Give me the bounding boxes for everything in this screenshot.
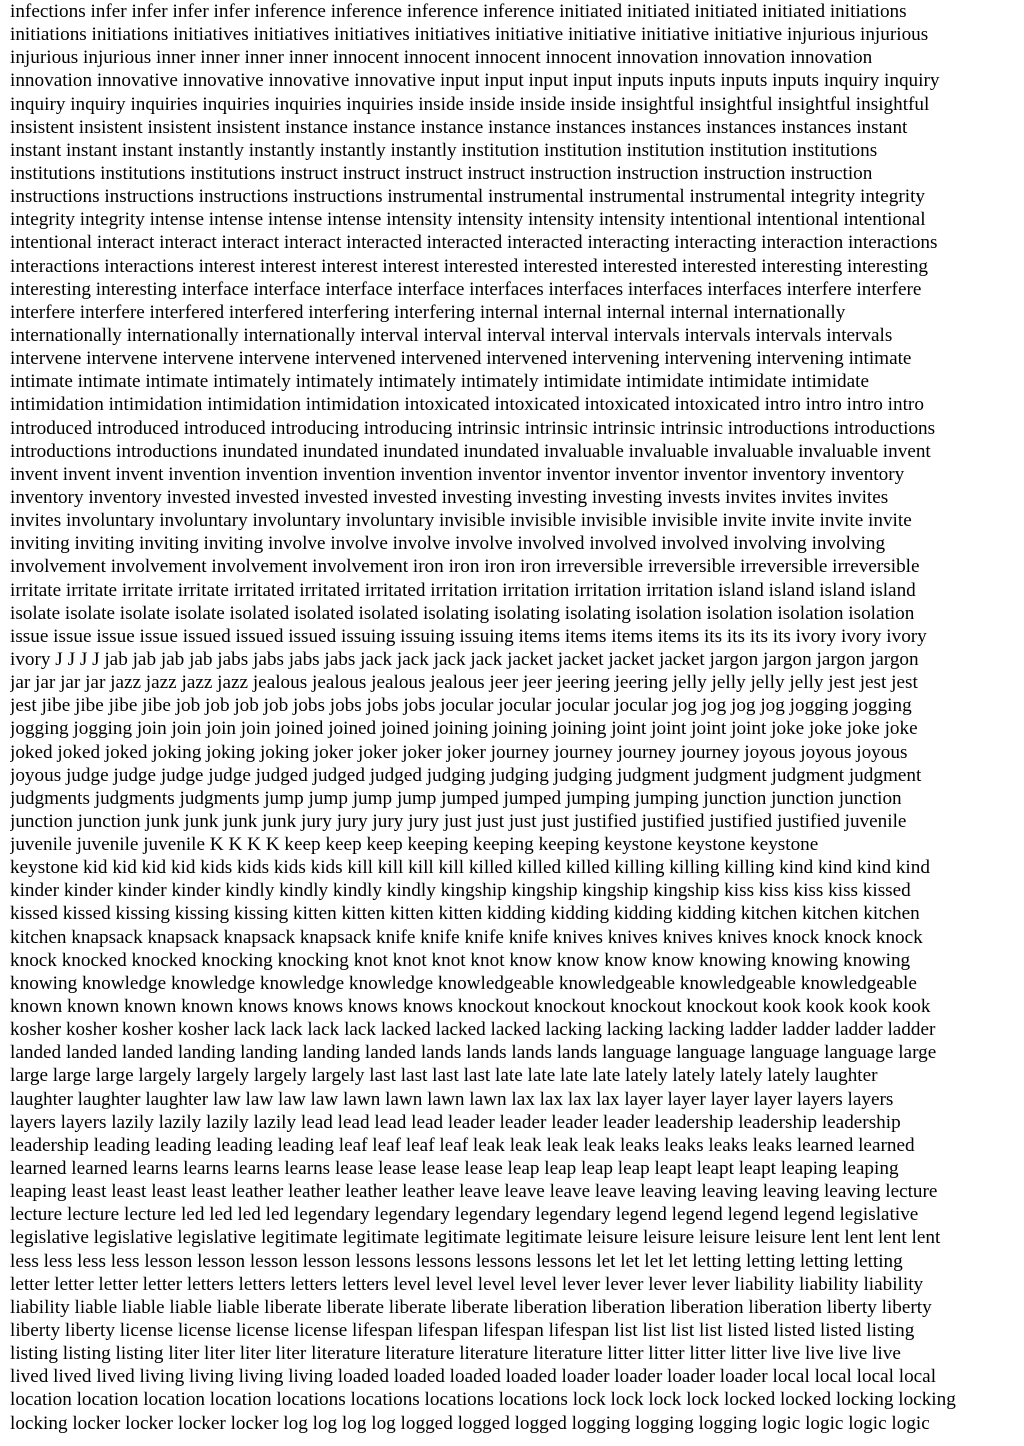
text-line: intimate intimate intimate intimately intimately intimately intimately intimidate intimidate intimidate intimidate xyxy=(10,371,869,393)
text-line: introductions introductions inundated inundated inundated inundated invaluable invaluable invaluable invaluable invent xyxy=(10,440,931,462)
text-line: letter letter letter letter letters letters letters letters level level level level lever lever lever lever liability liability liability xyxy=(10,1273,924,1295)
text-line: leadership leading leading leading leading leaf leaf leaf leaf leak leak leak leak leaks leaks leaks leaks learned learned xyxy=(10,1134,915,1156)
text-line: interfere interfere interfered interfered interfering interfering internal internal internal internal internationally xyxy=(10,301,846,323)
text-line: layers layers lazily lazily lazily lazily lead lead lead lead leader leader leader leader leadership leadership leadership xyxy=(10,1111,901,1133)
document-page xyxy=(10,0,1016,1435)
text-line: laughter laughter laughter law law law law lawn lawn lawn lawn lax lax lax lax layer layer layer layer layers layers xyxy=(10,1088,894,1110)
text-line: lived lived lived living living living living loaded loaded loaded loaded loader loader loader loader local local local local xyxy=(10,1366,937,1388)
text-line: kosher kosher kosher kosher lack lack lack lack lacked lacked lacked lacking lacking lacking ladder ladder ladder ladder xyxy=(10,1019,936,1041)
text-line: liability liable liable liable liable liberate liberate liberate liberate liberation liberation liberation liberation liberty liberty xyxy=(10,1296,932,1318)
text-line: institutions institutions institutions instruct instruct instruct instruct instruction instruction instruction instruction xyxy=(10,162,873,184)
text-line: infections infer infer infer infer inference inference inference inference initiated initiated initiated initiated initiations xyxy=(10,1,907,22)
text-line: jest jibe jibe jibe jibe job job job job jobs jobs jobs jobs jocular jocular jocular jocular jog jog jog jog jogging jogging xyxy=(10,695,912,717)
text-line: inviting inviting inviting inviting involve involve involve involve involved involved involved involving involving xyxy=(10,533,886,555)
text-line: irritate irritate irritate irritate irritated irritated irritated irritation irritation irritation irritation island island island island xyxy=(10,579,916,601)
text-line: instructions instructions instructions instructions instrumental instrumental instrumental instrumental integrity integrity xyxy=(10,186,926,208)
text-line: joked joked joked joking joking joking joker joker joker joker journey journey journey journey joyous joyous joyous xyxy=(10,741,908,763)
text-line: liberty liberty license license license license lifespan lifespan lifespan lifespan list list list list listed listed listed listing xyxy=(10,1320,915,1342)
text-line: location location location location locations locations locations locations lock lock lock lock locked locked locking locking xyxy=(10,1389,956,1411)
text-line: instant instant instant instantly instantly instantly instantly institution institution institution institution institutions xyxy=(10,139,878,161)
text-line: invent invent invent invention invention invention invention inventor inventor inventor inventor inventory inventory xyxy=(10,463,905,485)
text-line: internationally internationally internationally interval interval interval interval intervals intervals intervals intervals xyxy=(10,324,893,346)
text-line: listing listing listing liter liter liter liter literature literature literature literature litter litter litter litter live live live live xyxy=(10,1343,901,1365)
text-line: integrity integrity intense intense intense intense intensity intensity intensity intensity intentional intentional intentional xyxy=(10,209,926,231)
text-line: intimidation intimidation intimidation intimidation intoxicated intoxicated intoxicated intoxicated intro intro intro intro xyxy=(10,394,924,416)
text-line: invites involuntary involuntary involuntary involuntary invisible invisible invisible invisible invite invite invite invite xyxy=(10,510,912,532)
text-line: kissed kissed kissing kissing kissing kitten kitten kitten kitten kidding kidding kidding kidding kitchen kitchen kitchen xyxy=(10,903,920,925)
text-line: knowing knowledge knowledge knowledge knowledge knowledgeable knowledgeable knowledgeable knowledgeable xyxy=(10,972,917,994)
text-line: keystone kid kid kid kid kids kids kids kids kill kill kill kill killed killed killed killing killing killing kind kind kind kind xyxy=(10,857,930,879)
text-line: issue issue issue issue issued issued issued issuing issuing issuing items items items items its its its its ivory ivory ivory xyxy=(10,625,927,647)
text-line: inventory inventory invested invested invested invested investing investing investing invests invites invites invites xyxy=(10,486,889,508)
text-line: learned learned learns learns learns learns lease lease lease lease leap leap leap leap leapt leapt leapt leaping leaping xyxy=(10,1158,899,1180)
text-line: injurious injurious inner inner inner inner innocent innocent innocent innocent innovation innovation innovation xyxy=(10,47,873,69)
text-line: locking locker locker locker locker log log log log logged logged logged logging logging logging logic logic logic logic xyxy=(10,1412,930,1434)
text-line: introduced introduced introduced introducing introducing intrinsic intrinsic intrinsic intrinsic introductions introductions xyxy=(10,417,936,439)
text-line: interactions interactions interest interest interest interest interested interested interested interested interesting interesting xyxy=(10,255,929,277)
text-line: landed landed landed landing landing landing landed lands lands lands lands language language language language large xyxy=(10,1042,937,1064)
text-line: insistent insistent insistent insistent instance instance instance instance instances instances instances instances instant xyxy=(10,116,908,138)
text-line: junction junction junk junk junk junk jury jury jury jury just just just just justified justified justified justified juvenile xyxy=(10,810,907,832)
text-line: intervene intervene intervene intervene intervened intervened intervened intervening intervening intervening intimate xyxy=(10,348,912,370)
text-line: ivory J J J J jab jab jab jab jabs jabs jabs jabs jack jack jack jack jacket jacket jacket jacket jargon jargon jargon jargon xyxy=(10,648,919,670)
text-line: judgments judgments judgments jump jump jump jump jumped jumped jumping jumping junction junction junction xyxy=(10,787,902,809)
text-line: juvenile juvenile juvenile K K K K keep keep keep keeping keeping keeping keystone keystone keystone xyxy=(10,834,819,856)
text-line: initiations initiations initiatives initiatives initiatives initiatives initiative initiative initiative initiative injurious injurious xyxy=(10,24,929,46)
text-line: lecture lecture lecture led led led led legendary legendary legendary legendary legend legend legend legend legislative xyxy=(10,1204,919,1226)
text-line: jar jar jar jar jazz jazz jazz jazz jealous jealous jealous jealous jeer jeer jeering jeering jelly jelly jelly jelly jest jest jest xyxy=(10,672,918,694)
text-line: interesting interesting interface interface interface interface interfaces interfaces interfaces interfaces interfere interfere xyxy=(10,278,922,300)
text-line: jogging jogging join join join join joined joined joined joining joining joining joint joint joint joint joke joke joke joke xyxy=(10,718,918,740)
text-line: intentional interact interact interact interact interacted interacted interacted interacting interacting interaction interactions xyxy=(10,232,938,254)
text-line: innovation innovative innovative innovative innovative input input input input inputs inputs inputs inputs inquiry inquiry xyxy=(10,70,940,92)
text-line: known known known known knows knows knows knows knockout knockout knockout knockout kook kook kook kook xyxy=(10,996,931,1018)
text-line: inquiry inquiry inquiries inquiries inquiries inquiries inside inside inside inside insightful insightful insightful insightful xyxy=(10,93,930,115)
text-line: kitchen knapsack knapsack knapsack knapsack knife knife knife knife knives knives knives knives knock knock knock xyxy=(10,926,923,948)
text-line: joyous judge judge judge judge judged judged judged judging judging judging judgment judgment judgment judgment xyxy=(10,764,922,786)
text-line: legislative legislative legislative legitimate legitimate legitimate legitimate leisure leisure leisure leisure lent lent lent lent xyxy=(10,1227,941,1249)
text-line: kinder kinder kinder kinder kindly kindly kindly kindly kingship kingship kingship kingship kiss kiss kiss kiss kissed xyxy=(10,880,911,902)
text-line: involvement involvement involvement involvement iron iron iron iron irreversible irreversible irreversible irreversible xyxy=(10,556,920,578)
text-line: isolate isolate isolate isolate isolated isolated isolated isolating isolating isolating isolation isolation isolation isolation xyxy=(10,602,915,624)
text-line: knock knocked knocked knocking knocking knot knot knot knot know know know know knowing knowing knowing xyxy=(10,949,911,971)
text-line: leaping least least least least leather leather leather leather leave leave leave leave leaving leaving leaving leaving lecture xyxy=(10,1181,938,1203)
text-line: large large large largely largely largely largely last last last last late late late late lately lately lately lately laughter xyxy=(10,1065,878,1087)
text-line: less less less less lesson lesson lesson lesson lessons lessons lessons lessons let let let let letting letting letting letting xyxy=(10,1250,903,1272)
